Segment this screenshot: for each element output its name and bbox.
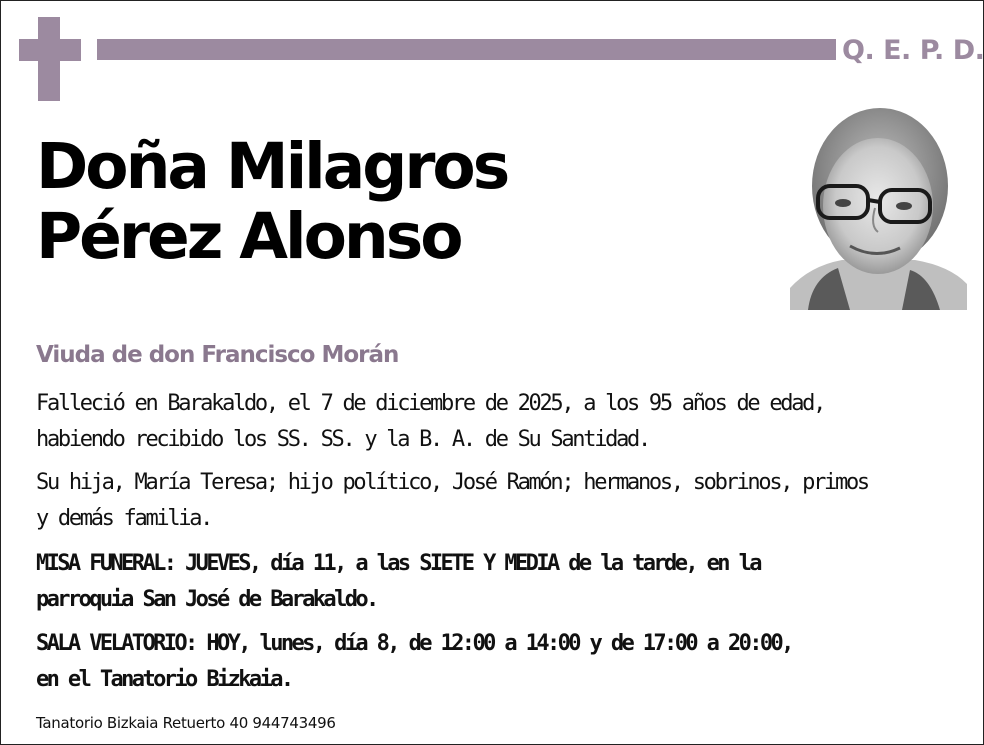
header-rule <box>97 39 836 60</box>
family-line-2: y demás familia. <box>36 506 212 531</box>
wake-notice <box>36 626 951 698</box>
portrait-illustration <box>790 98 967 310</box>
death-line-2: habiendo recibido los SS. SS. y la B. A. de Su Santidad. <box>36 427 649 452</box>
funeral-line-2: parroquia San José de Barakaldo. <box>36 587 377 612</box>
widow-subtitle: Viuda de don Francisco Morán <box>36 342 399 368</box>
funeral-mass-notice <box>36 546 951 618</box>
death-notice <box>36 386 951 458</box>
deceased-name <box>36 132 507 272</box>
funeral-home-footer: Tanatorio Bizkaia Retuerto 40 944743496 <box>36 714 336 732</box>
cross-icon-arm <box>19 39 81 61</box>
funeral-line-1: MISA FUNERAL: JUEVES, día 11, a las SIETE Y MEDIA de la tarde, en la <box>36 551 760 576</box>
wake-line-1: SALA VELATORIO: HOY, lunes, día 8, de 12:00 a 14:00 y de 17:00 a 20:00, <box>36 631 792 656</box>
portrait-photo <box>790 98 967 310</box>
family-notice <box>36 465 951 537</box>
qepd-heading: Q. E. P. D. <box>842 35 984 66</box>
name-line-1: Doña Milagros <box>36 130 508 203</box>
family-line-1: Su hija, María Teresa; hijo político, José Ramón; hermanos, sobrinos, primos <box>36 470 868 495</box>
death-line-1: Falleció en Barakaldo, el 7 de diciembre de 2025, a los 95 años de edad, <box>36 391 825 416</box>
name-line-2: Pérez Alonso <box>36 200 461 273</box>
wake-line-2: en el Tanatorio Bizkaia. <box>36 667 292 692</box>
